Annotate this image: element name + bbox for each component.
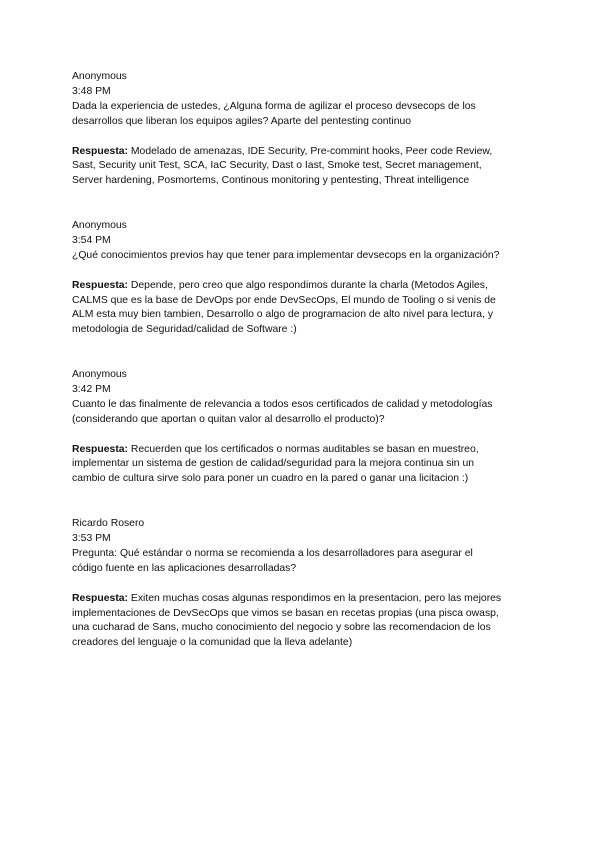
timestamp: 3:53 PM (72, 533, 111, 544)
answer-line: cambio de cultura sirve solo para poner un cuadro en la pared o ganar una licitacion :) (72, 473, 469, 485)
answer-line: implementaciones de DevSecOps que vimos se basan en recetas propias (una pisca owasp, (72, 607, 499, 619)
answer-line (72, 592, 527, 607)
answer-line: CALMS que es la base de DevOps por ende DevSecOps, El mundo de Tooling o si venis de (72, 294, 496, 306)
author-name: Anonymous (72, 220, 127, 232)
author-name: Anonymous (72, 71, 127, 82)
document-page (72, 70, 527, 651)
question-line: Dada la experiencia de ustedes, ¿Alguna forma de agilizar el proceso devsecops de los (72, 100, 476, 112)
answer-text: Modelado de amenazas, IDE Security, Pre-commint hooks, Peer code Review, (128, 145, 493, 157)
question-line: desarrollos que liberan los equipos agiles? Aparte del pentesting continuo (72, 115, 412, 127)
question-line: (considerando que aportan o quitan valor al desarrollo el producto)? (72, 413, 385, 425)
question-line: ¿Qué conocimientos previos hay que tener para implementar devsecops en la organización? (72, 249, 500, 261)
answer-label: Respuesta: (72, 145, 129, 157)
answer-text: Exiten muchas cosas algunas respondimos en la presentacion, pero las mejores (128, 592, 502, 604)
answer-line: metodologia de Seguridad/calidad de Software :) (72, 324, 297, 336)
answer-line: implementar un sistema de gestion de calidad/seguridad para la mejora continua sin un (72, 458, 475, 470)
answer-line: Server hardening, Posmortems, Continous monitoring y pentesting, Threat intelligence (72, 175, 470, 187)
answer-text: Recuerden que los certificados o normas auditables se basan en muestreo, (128, 443, 479, 455)
question-line: Pregunta: Qué estándar o norma se recomienda a los desarrolladores para asegurar el (72, 547, 473, 559)
answer-text: Depende, pero creo que algo respondimos durante la charla (Metodos Agiles, (128, 279, 488, 291)
question-line: código fuente en las aplicaciones desarrolladas? (72, 562, 297, 574)
qa-entry-1 (72, 70, 527, 189)
author-name: Ricardo Rosero (72, 518, 145, 530)
answer-line: Sast, Security unit Test, SCA, IaC Security, Dast o Iast, Smoke test, Secret management, (72, 160, 482, 172)
answer-line (72, 145, 527, 160)
timestamp: 3:54 PM (72, 234, 111, 246)
answer-label: Respuesta: (72, 443, 129, 455)
answer-line: una cucharad de Sans, mucho conocimiento del negocio y sobre las recomendacion de los (72, 622, 491, 634)
author-name: Anonymous (72, 369, 127, 381)
answer-label: Respuesta: (72, 279, 129, 291)
answer-label: Respuesta: (72, 592, 129, 604)
answer-line: creadores del lenguaje o la comunidad que la lleva adelante) (72, 637, 353, 649)
qa-entry-4 (72, 517, 527, 651)
answer-line (72, 443, 527, 458)
answer-line: ALM esta muy bien tambien, Desarrollo o algo de programacion de alto nivel para lectura, y (72, 309, 494, 321)
qa-entry-2 (72, 219, 527, 338)
qa-entry-3 (72, 368, 527, 487)
answer-line (72, 279, 527, 294)
timestamp: 3:42 PM (72, 383, 111, 395)
question-line: Cuanto le das finalmente de relevancia a todos esos certificados de calidad y metodologías (72, 398, 493, 410)
timestamp: 3:48 PM (72, 85, 111, 97)
